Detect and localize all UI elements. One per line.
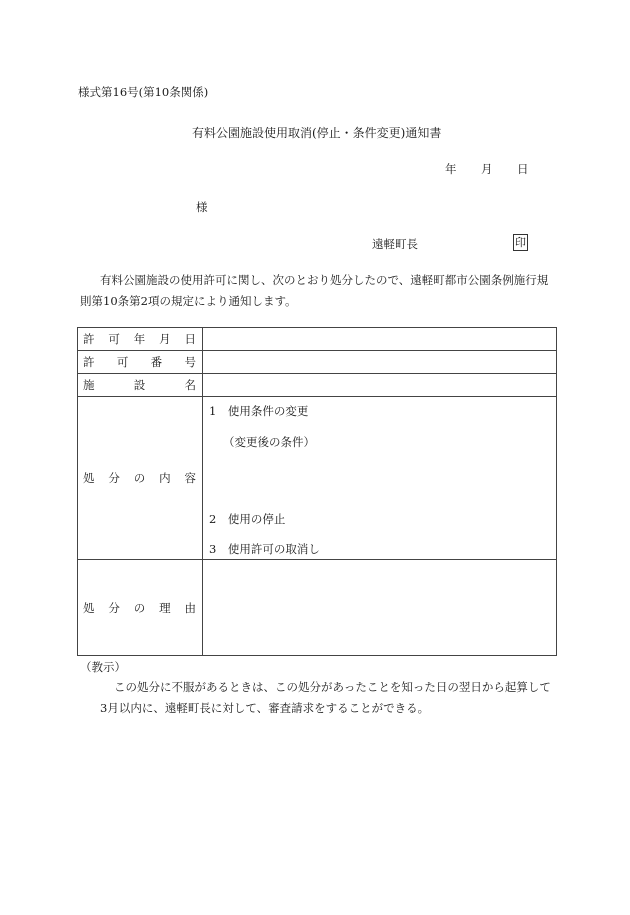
value-permit-date[interactable] xyxy=(203,328,557,351)
issuer-name: 遠軽町長 xyxy=(372,237,418,251)
label-char: 分 xyxy=(108,471,120,485)
label-char: 設 xyxy=(133,378,146,392)
label-char: 理 xyxy=(159,600,171,615)
table-row-permit-date xyxy=(78,328,557,351)
label-char: 名 xyxy=(184,378,196,392)
label-permit-date xyxy=(78,328,203,351)
label-char: 可 xyxy=(116,355,129,369)
label-permit-number xyxy=(78,351,203,374)
value-disposition-content[interactable] xyxy=(203,397,557,560)
date-month-label: 月 xyxy=(481,162,493,176)
label-disposition-reason xyxy=(78,560,203,656)
seal-mark: 印 xyxy=(515,236,526,249)
table-row-disposition-reason xyxy=(78,560,557,656)
changed-conditions-label: （変更後の条件） xyxy=(223,435,315,449)
notice-heading: （教示） xyxy=(80,660,126,674)
label-char: 号 xyxy=(184,355,196,369)
date-year-label: 年 xyxy=(445,162,457,176)
label-char: 分 xyxy=(108,600,120,615)
addressee-suffix: 様 xyxy=(196,200,208,214)
label-char: 年 xyxy=(133,332,146,346)
label-char: 処 xyxy=(83,600,95,615)
label-char: の xyxy=(133,471,146,485)
label-char: 内 xyxy=(159,471,171,485)
label-char: 処 xyxy=(83,471,95,485)
label-char: 日 xyxy=(184,332,196,346)
value-facility-name[interactable] xyxy=(203,374,557,397)
option-suspend-use: 2 使用の停止 xyxy=(209,512,286,526)
label-char: 可 xyxy=(108,332,120,346)
label-char: 施 xyxy=(83,378,95,392)
label-char: 許 xyxy=(83,332,95,346)
label-char: 番 xyxy=(150,355,163,369)
date-day-label: 日 xyxy=(517,162,529,176)
table-row-disposition-content xyxy=(78,397,557,560)
notice-text: この処分に不服があるときは、この処分があったことを知った日の翌日から起算して3月以内に、遠軽町長に対して、審査請求をすることができる。 xyxy=(100,680,551,715)
label-facility-name xyxy=(78,374,203,397)
table-row-facility-name xyxy=(78,374,557,397)
value-permit-number[interactable] xyxy=(203,351,557,374)
label-char: 許 xyxy=(83,355,95,369)
detail-table xyxy=(77,327,557,656)
option-change-conditions: 1 使用条件の変更 xyxy=(209,404,309,418)
option-revoke-permit: 3 使用許可の取消し xyxy=(209,542,320,556)
label-char: 容 xyxy=(184,471,196,485)
value-disposition-reason[interactable] xyxy=(203,560,557,656)
label-disposition-content xyxy=(78,397,203,560)
label-char: の xyxy=(133,600,146,615)
form-number: 様式第16号(第10条関係) xyxy=(78,85,209,99)
table-row-permit-number xyxy=(78,351,557,374)
label-char: 由 xyxy=(184,600,196,615)
document-title: 有料公園施設使用取消(停止・条件変更)通知書 xyxy=(192,126,442,140)
label-char: 月 xyxy=(159,332,171,346)
notice-body-text: 有料公園施設の使用許可に関し、次のとおり処分したので、遠軽町都市公園条例施行規則第10条第2項の規定により通知します。 xyxy=(80,273,549,308)
